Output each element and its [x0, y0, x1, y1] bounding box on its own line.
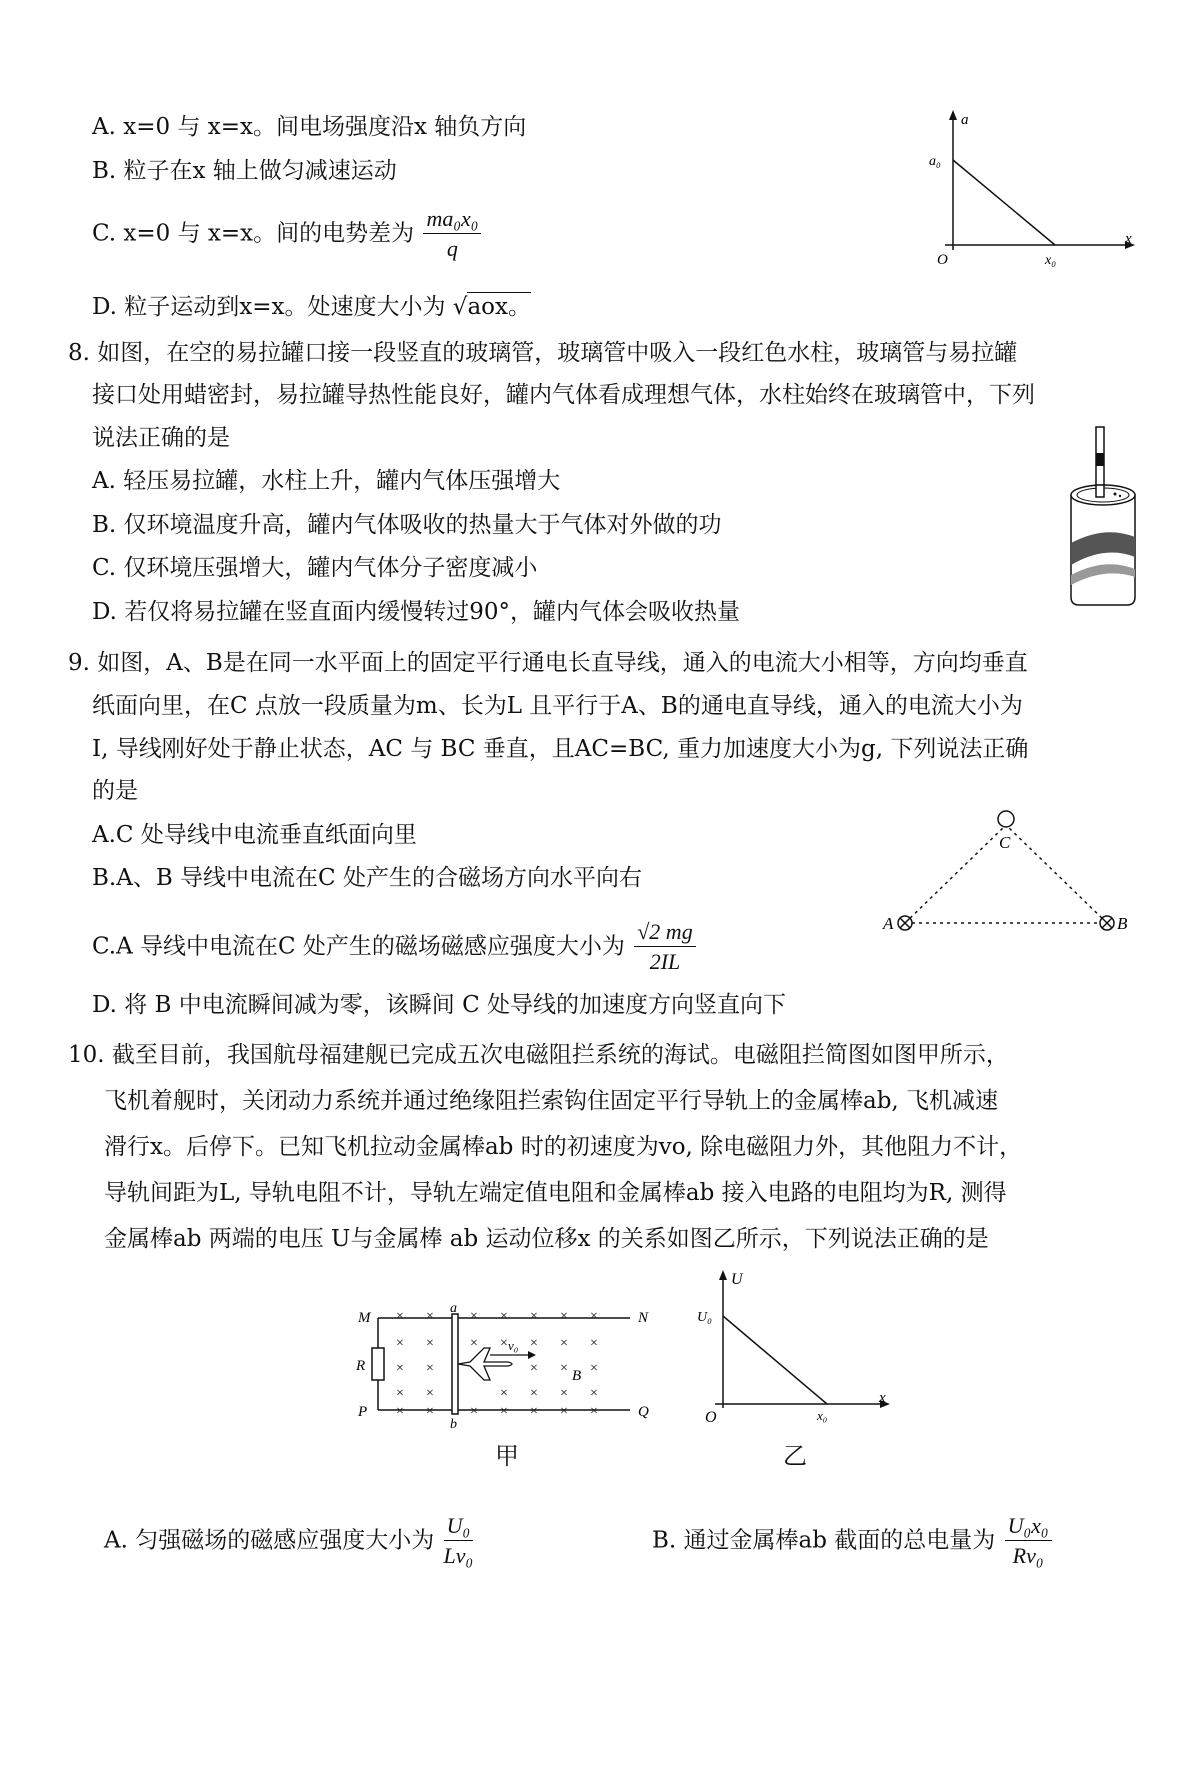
q10-jia-label-q: Q — [638, 1404, 649, 1420]
q10-jia-label-m: M — [358, 1310, 371, 1326]
q8-can-figure — [1065, 425, 1145, 610]
q10-jia-label-n: N — [638, 1310, 649, 1326]
q10-jia-label-field: B — [572, 1368, 582, 1384]
svg-text:×: × — [530, 1386, 538, 1401]
q7-graph-x-axis-label: x — [1125, 231, 1132, 247]
q10-yi-origin: O — [705, 1409, 717, 1426]
q9-option-c-denominator: 2IL — [649, 949, 681, 974]
svg-text:×: × — [470, 1336, 478, 1351]
svg-text:×: × — [560, 1309, 568, 1324]
q9-option-b: B.A、B 导线中电流在C 处产生的合磁场方向水平向右 — [92, 865, 642, 891]
svg-text:×: × — [530, 1336, 538, 1351]
q10-figure-yi-caption: 乙 — [783, 1442, 807, 1470]
q10-yi-x-intercept: x₀ — [817, 1408, 828, 1423]
q10-option-a-denominator: Lv₀ — [443, 1543, 474, 1568]
q10-jia-label-p: P — [358, 1404, 368, 1420]
q9-option-d: D. 将 B 中电流瞬间减为零，该瞬间 C 处导线的加速度方向竖直向下 — [92, 992, 786, 1018]
svg-text:×: × — [530, 1309, 538, 1324]
svg-text:×: × — [530, 1361, 538, 1376]
q9-label-b: B — [1117, 914, 1128, 933]
q9-stem-line3: I, 导线刚好处于静止状态，AC 与 BC 垂直，且AC=BC, 重力加速度大小为g, 下列说法正确 — [92, 736, 1029, 762]
q7-option-c-numerator: ma₀x₀ — [423, 205, 481, 234]
q10-figure-yi — [695, 1268, 895, 1428]
q10-stem-line2: 飞机着舰时，关闭动力系统并通过绝缘阻拦索钩住固定平行导轨上的金属棒ab, 飞机减速 — [104, 1088, 999, 1114]
q10-option-a-numerator: U₀ — [444, 1512, 474, 1541]
q10-jia-label-r: R — [356, 1358, 366, 1374]
q10-yi-y-axis-label: U — [731, 1271, 743, 1288]
q7-option-d — [92, 292, 531, 322]
q9-label-a: A — [883, 914, 894, 933]
q7-option-c-denominator: q — [446, 236, 458, 261]
q7-option-d-text: D. 粒子运动到x=x。处速度大小为 √ — [92, 294, 468, 320]
svg-text:×: × — [560, 1361, 568, 1376]
q10-stem-line5: 金属棒ab 两端的电压 U与金属棒 ab 运动位移x 的关系如图乙所示，下列说法正确的是 — [104, 1226, 989, 1252]
svg-text:×: × — [396, 1336, 404, 1351]
svg-text:×: × — [426, 1309, 434, 1324]
svg-text:×: × — [426, 1361, 434, 1376]
q9-option-c-numerator: √2 mg — [634, 918, 695, 947]
svg-text:×: × — [590, 1336, 598, 1351]
q7-graph — [925, 108, 1140, 278]
q7-option-c-text: C. x=0 与 x=x。间的电势差为 — [92, 220, 415, 247]
q10-figure-jia-caption: 甲 — [495, 1442, 519, 1470]
q7-graph-y-intercept: a₀ — [929, 154, 941, 169]
q9-stem-line1: 9. 如图，A、B是在同一水平面上的固定平行通电长直导线，通入的电流大小相等，方向均垂直 — [68, 650, 1028, 676]
q10-jia-label-b: b — [450, 1417, 457, 1430]
q7-graph-y-axis-label: a — [961, 112, 969, 128]
q7-option-c — [92, 205, 481, 264]
q8-option-c: C. 仅环境压强增大，罐内气体分子密度减小 — [92, 555, 538, 581]
svg-text:×: × — [396, 1309, 404, 1324]
q10-option-b — [652, 1512, 1052, 1571]
svg-text:×: × — [560, 1386, 568, 1401]
q7-option-b: B. 粒子在x 轴上做匀减速运动 — [92, 158, 397, 184]
svg-text:×: × — [426, 1386, 434, 1401]
q10-yi-x-axis-label: x — [879, 1390, 886, 1406]
q7-option-a: A. x=0 与 x=x。间电场强度沿x 轴负方向 — [92, 114, 527, 140]
svg-text:×: × — [590, 1309, 598, 1324]
q8-option-b: B. 仅环境温度升高，罐内气体吸收的热量大于气体对外做的功 — [92, 512, 722, 538]
q10-figure-jia — [350, 1300, 660, 1430]
q9-stem-line2: 纸面向里，在C 点放一段质量为m、长为L 且平行于A、B的通电直导线，通入的电流大小为 — [92, 693, 1023, 719]
q8-option-d: D. 若仅将易拉罐在竖直面内缓慢转过90°，罐内气体会吸收热量 — [92, 599, 741, 625]
q10-option-b-fraction — [1005, 1512, 1052, 1571]
svg-text:×: × — [396, 1404, 404, 1419]
svg-text:×: × — [500, 1336, 508, 1351]
q9-wire-figure — [875, 805, 1145, 945]
q9-option-c-text: C.A 导线中电流在C 处产生的磁场磁感应强度大小为 — [92, 933, 625, 960]
svg-text:×: × — [530, 1404, 538, 1419]
svg-text:×: × — [500, 1309, 508, 1324]
q10-stem-line4: 导轨间距为L, 导轨电阻不计，导轨左端定值电阻和金属棒ab 接入电路的电阻均为R, 测得 — [104, 1180, 1007, 1206]
q10-yi-y-intercept: U₀ — [697, 1310, 712, 1325]
q10-option-a-text: A. 匀强磁场的磁感应强度大小为 — [104, 1527, 435, 1554]
q9-stem-line4: 的是 — [92, 778, 138, 804]
q9-label-c: C — [999, 833, 1011, 852]
svg-text:×: × — [396, 1386, 404, 1401]
q10-stem-line3: 滑行x。后停下。已知飞机拉动金属棒ab 时的初速度为vo, 除电磁阻力外，其他阻力不计， — [104, 1134, 1023, 1160]
q10-option-b-numerator: U₀x₀ — [1005, 1512, 1052, 1541]
q9-option-c — [92, 918, 696, 977]
q7-graph-origin: O — [937, 252, 948, 268]
svg-text:×: × — [590, 1361, 598, 1376]
q10-stem-line1: 10. 截至目前，我国航母福建舰已完成五次电磁阻拦系统的海试。电磁阻拦简图如图甲所示， — [68, 1042, 1009, 1068]
q8-stem-line3: 说法正确的是 — [92, 425, 230, 451]
svg-text:×: × — [560, 1404, 568, 1419]
q8-option-a: A. 轻压易拉罐，水柱上升，罐内气体压强增大 — [92, 468, 561, 494]
q7-option-d-radicand: aox。 — [467, 294, 531, 320]
svg-text:×: × — [500, 1386, 508, 1401]
svg-text:×: × — [590, 1404, 598, 1419]
q10-option-b-denominator: Rv₀ — [1012, 1543, 1044, 1568]
svg-text:×: × — [396, 1361, 404, 1376]
q7-graph-x-intercept: x₀ — [1045, 253, 1057, 268]
q8-stem-line1: 8. 如图，在空的易拉罐口接一段竖直的玻璃管，玻璃管中吸入一段红色水柱，玻璃管与易拉罐 — [68, 340, 1018, 366]
q7-option-c-fraction — [423, 205, 481, 264]
svg-text:×: × — [470, 1309, 478, 1324]
svg-text:×: × — [500, 1404, 508, 1419]
q10-jia-label-v: v₀ — [508, 1338, 519, 1353]
svg-text:×: × — [426, 1404, 434, 1419]
q9-option-a: A.C 处导线中电流垂直纸面向里 — [92, 822, 417, 848]
q10-jia-label-a: a — [450, 1301, 457, 1316]
svg-text:×: × — [470, 1404, 478, 1419]
q10-option-b-text: B. 通过金属棒ab 截面的总电量为 — [652, 1527, 996, 1554]
svg-text:×: × — [590, 1386, 598, 1401]
q10-option-a — [104, 1512, 473, 1571]
q9-option-c-fraction — [634, 918, 695, 977]
q10-option-a-fraction — [444, 1512, 474, 1571]
q8-stem-line2: 接口处用蜡密封，易拉罐导热性能良好，罐内气体看成理想气体，水柱始终在玻璃管中，下列 — [92, 382, 1035, 408]
svg-text:×: × — [426, 1336, 434, 1351]
svg-text:×: × — [560, 1336, 568, 1351]
